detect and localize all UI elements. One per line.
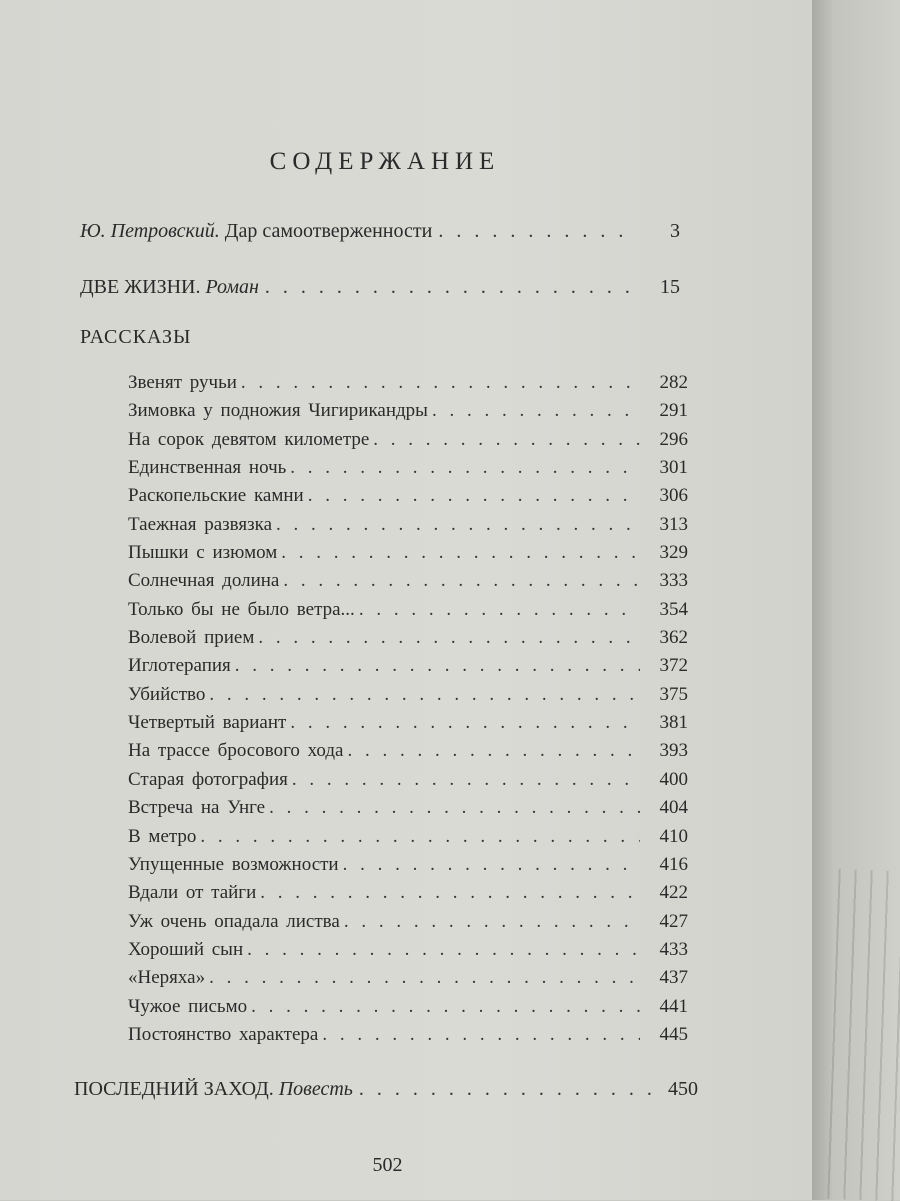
story-dot-leader (339, 854, 640, 876)
story-entry (128, 939, 688, 967)
story-page: 445 (659, 1023, 688, 1045)
story-dot-leader (286, 712, 640, 734)
story-page: 410 (659, 825, 688, 847)
story-title: Убийство (128, 683, 206, 705)
story-dot-leader (340, 911, 640, 933)
story-title: Иглотерапия (128, 655, 231, 677)
story-page: 313 (659, 513, 688, 535)
toc-page: 15 (660, 276, 680, 298)
story-dot-leader (254, 627, 640, 649)
toc-entry-intro (80, 220, 680, 243)
story-title: Только бы не было ветра... (128, 598, 355, 620)
page-number: 502 (372, 1154, 403, 1176)
story-entry (128, 684, 688, 712)
story-entry (128, 627, 688, 655)
story-entry (128, 911, 688, 939)
story-title: На трассе бросового хода (128, 740, 344, 762)
story-title: Постоянство характера (128, 1023, 319, 1045)
story-entry (128, 457, 688, 485)
story-entry (128, 854, 688, 882)
story-entry (128, 740, 688, 768)
toc-entry-title (80, 276, 259, 299)
story-dot-leader (237, 372, 640, 394)
toc-genre: Повесть (278, 1078, 353, 1100)
story-title: Уж очень опадала листва (128, 910, 340, 932)
story-title: В метро (128, 825, 197, 847)
story-dot-leader (304, 485, 640, 507)
toc-genre: Роман (205, 276, 259, 298)
story-page: 372 (659, 655, 688, 677)
toc-page: 3 (670, 220, 680, 242)
story-title: На сорок девятом километре (128, 428, 370, 450)
toc-dot-leader (432, 220, 634, 243)
story-title: Волевой прием (128, 627, 255, 649)
story-entry (128, 485, 688, 513)
story-title: Таежная развязка (128, 513, 272, 535)
toc-entry-novel (80, 276, 680, 299)
story-title: Единственная ночь (128, 457, 287, 479)
story-dot-leader (369, 429, 640, 451)
story-entry (128, 882, 688, 910)
story-entry (128, 967, 688, 995)
story-dot-leader (318, 1024, 640, 1046)
story-dot-leader (428, 400, 640, 422)
story-dot-leader (247, 996, 640, 1018)
story-title: «Неряха» (128, 967, 206, 989)
story-page: 433 (659, 938, 688, 960)
story-dot-leader (265, 797, 640, 819)
story-entry (128, 797, 688, 825)
story-page: 427 (659, 910, 688, 932)
stories-list (128, 372, 688, 1052)
story-page: 301 (659, 457, 688, 479)
story-entry (128, 826, 688, 854)
story-title: Солнечная долина (128, 570, 280, 592)
story-page: 400 (659, 768, 688, 790)
story-title: Звенят ручьи (128, 372, 237, 393)
story-title: Старая фотография (128, 768, 288, 790)
story-title: Хороший сын (128, 938, 244, 960)
story-entry (128, 514, 688, 542)
story-dot-leader (196, 826, 640, 848)
story-entry (128, 570, 688, 598)
toc-entry-title (74, 1078, 353, 1101)
story-entry (128, 400, 688, 428)
story-dot-leader (277, 542, 640, 564)
facing-page-print (820, 869, 900, 1201)
story-dot-leader (272, 514, 640, 536)
story-entry (128, 429, 688, 457)
story-entry (128, 1024, 688, 1052)
story-page: 393 (659, 740, 688, 762)
story-page: 333 (659, 570, 688, 592)
story-page: 362 (659, 627, 688, 649)
story-dot-leader (279, 570, 640, 592)
story-dot-leader (205, 967, 640, 989)
toc-title-text: ПОСЛЕДНИЙ ЗАХОД. (74, 1078, 274, 1100)
story-page: 375 (659, 683, 688, 705)
toc-title-text: ДВЕ ЖИЗНИ. (80, 276, 201, 298)
story-title: Чужое письмо (128, 995, 248, 1017)
toc-title-text: Дар самоотверженности (224, 220, 433, 242)
toc-dot-leader (353, 1078, 652, 1101)
story-page: 282 (659, 372, 688, 393)
story-title: Упущенные возможности (128, 853, 339, 875)
story-entry (128, 655, 688, 683)
story-dot-leader (288, 769, 640, 791)
story-entry (128, 372, 688, 400)
story-page: 354 (659, 598, 688, 620)
story-title: Пышки с изюмом (128, 542, 278, 564)
story-title: Вдали от тайги (128, 882, 257, 904)
story-title: Четвертый вариант (128, 712, 287, 734)
story-dot-leader (243, 939, 640, 961)
story-dot-leader (343, 740, 640, 762)
story-dot-leader (205, 684, 640, 706)
story-page: 306 (659, 485, 688, 507)
toc-page: 450 (668, 1078, 698, 1100)
story-page: 422 (659, 882, 688, 904)
story-dot-leader (231, 655, 640, 677)
toc-author: Ю. Петровский. (80, 220, 220, 242)
story-entry (128, 542, 688, 570)
story-page: 381 (659, 712, 688, 734)
story-entry (128, 712, 688, 740)
story-page: 441 (659, 995, 688, 1017)
story-dot-leader (256, 882, 640, 904)
story-title: Раскопельские камни (128, 485, 304, 507)
story-page: 404 (659, 797, 688, 819)
toc-entry-title (80, 220, 432, 243)
story-page: 296 (659, 428, 688, 450)
story-entry (128, 996, 688, 1024)
story-dot-leader (355, 599, 640, 621)
toc-dot-leader (259, 276, 634, 299)
story-entry (128, 599, 688, 627)
story-entry (128, 769, 688, 797)
story-page: 437 (659, 967, 688, 989)
story-title: Зимовка у подножия Чигирикандры (128, 400, 428, 422)
toc-entry-last (74, 1078, 698, 1101)
story-title: Встреча на Унге (128, 797, 266, 819)
story-dot-leader (286, 457, 640, 479)
story-page: 291 (659, 400, 688, 422)
story-page: 329 (659, 542, 688, 564)
stories-heading: РАССКАЗЫ (80, 326, 192, 348)
contents-title: СОДЕРЖАНИЕ (269, 148, 501, 175)
story-page: 416 (659, 853, 688, 875)
